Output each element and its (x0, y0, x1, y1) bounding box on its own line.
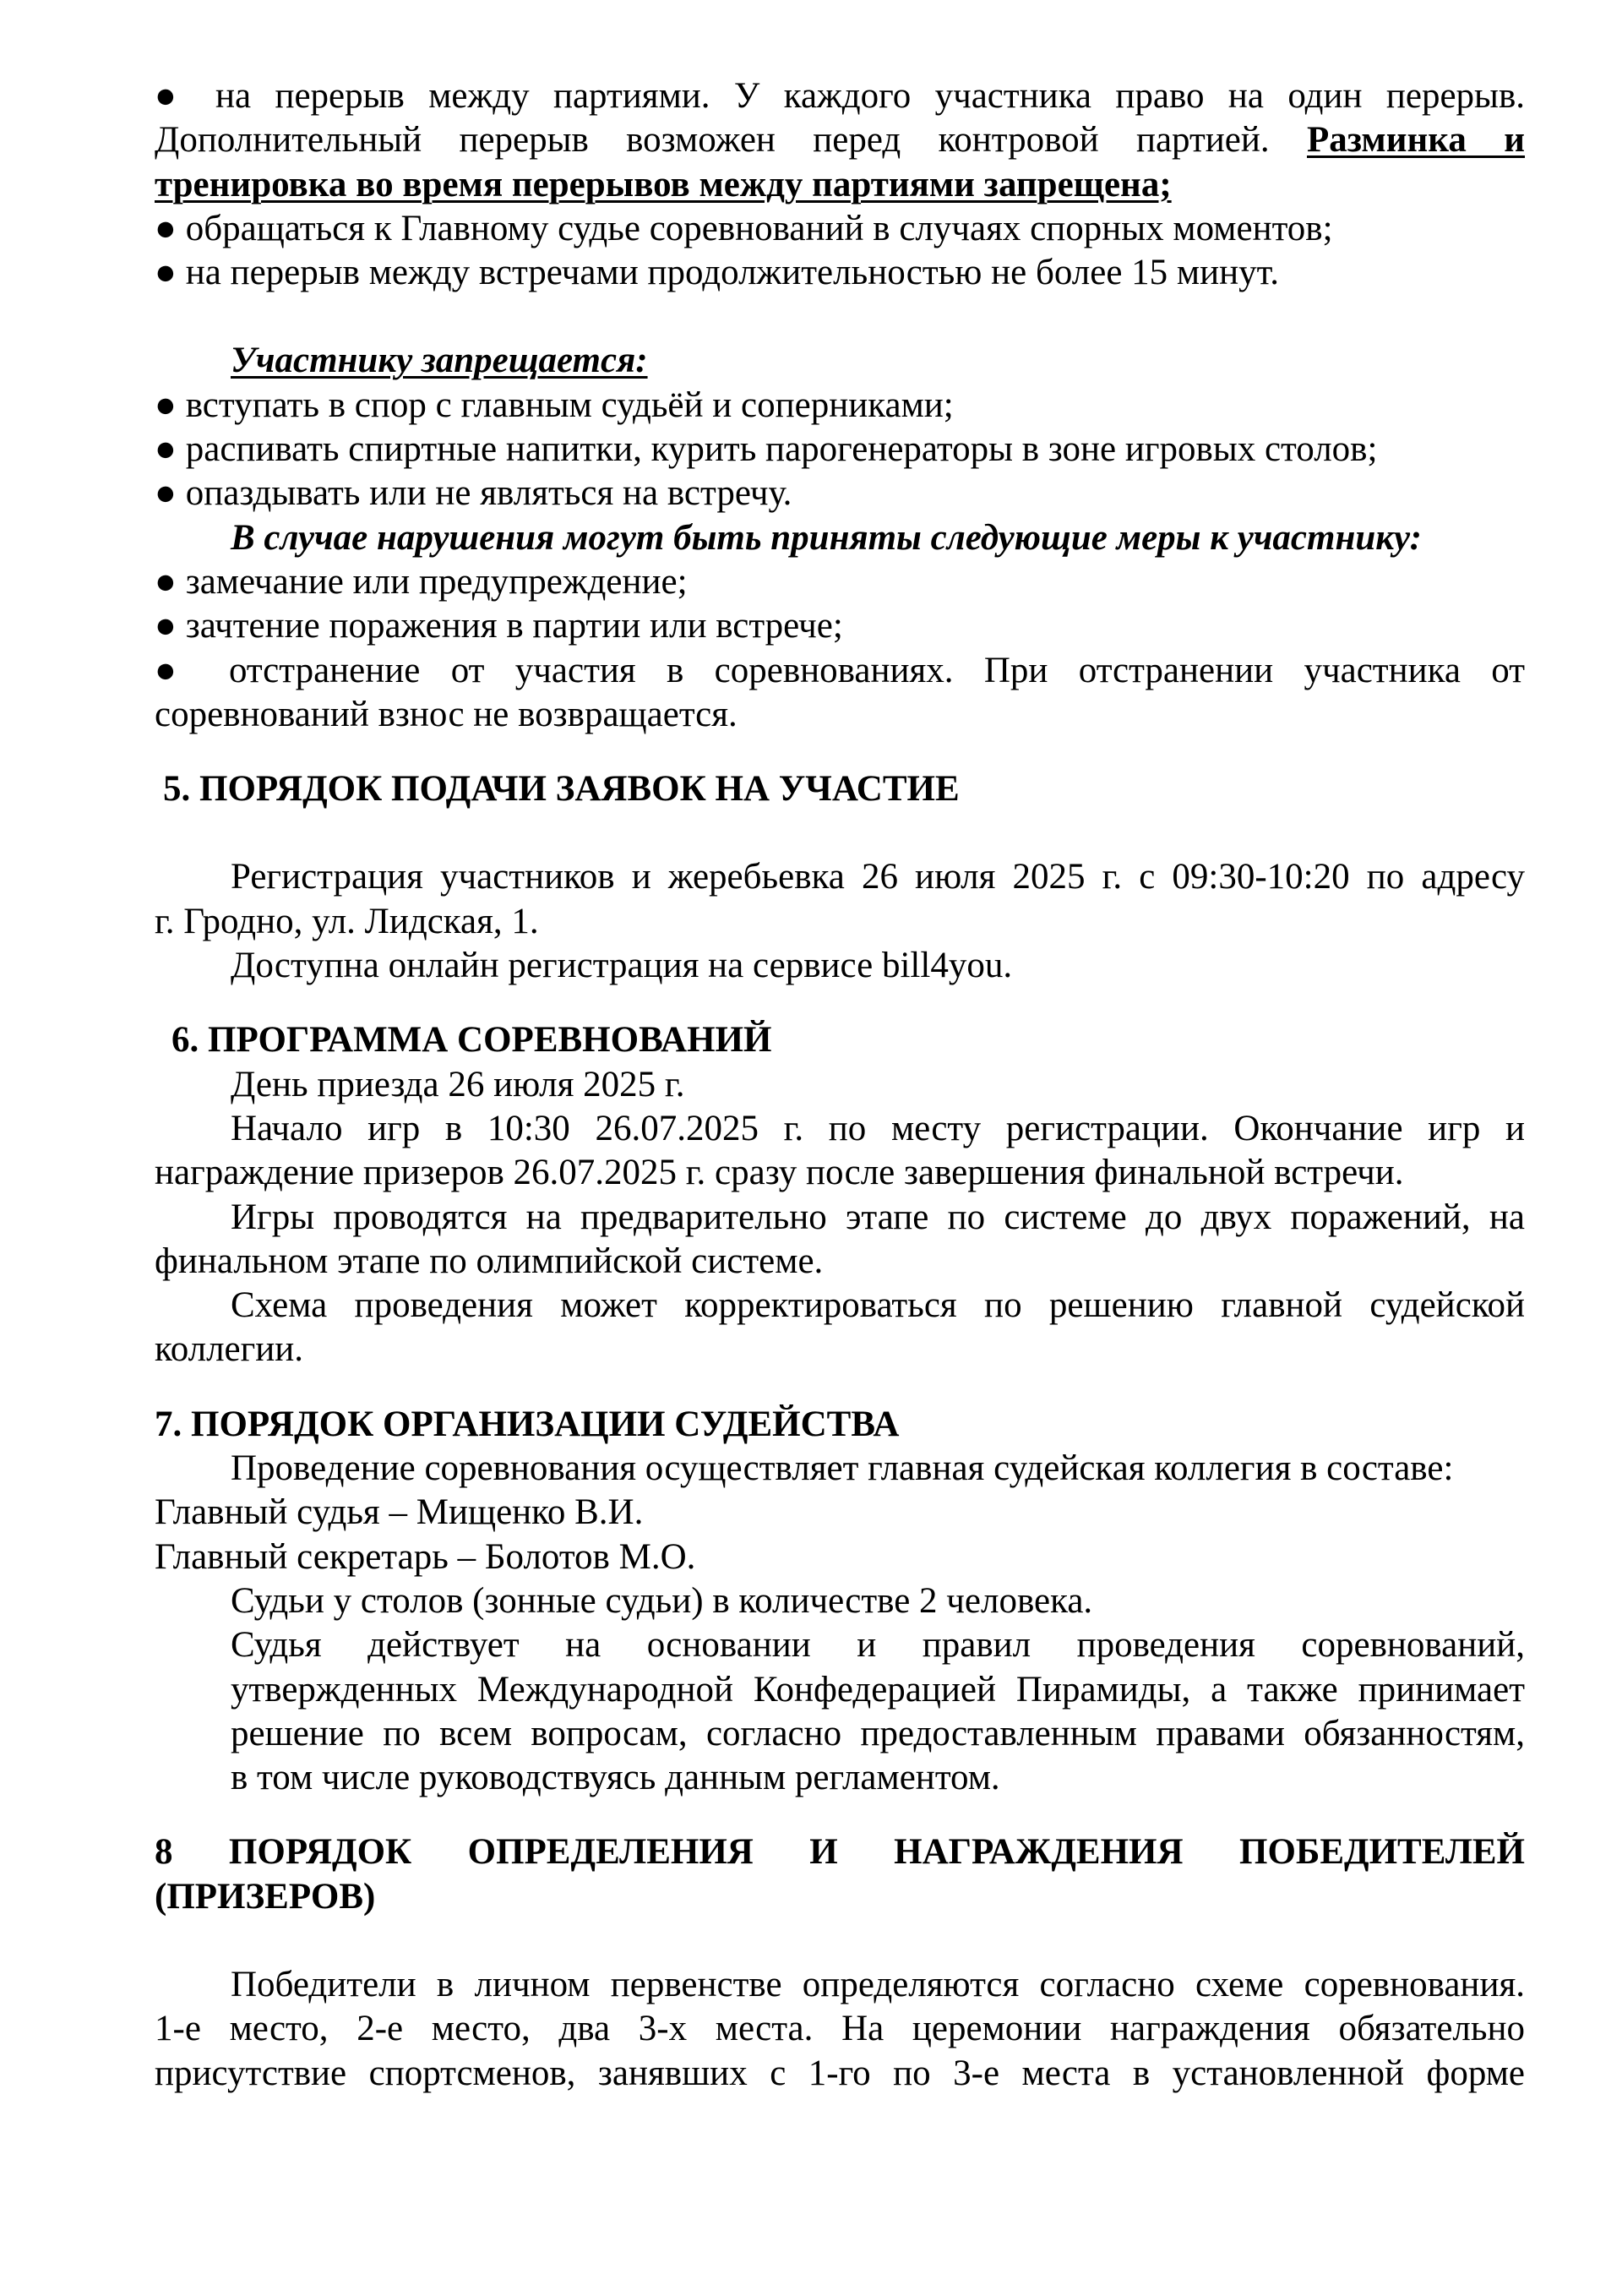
s7-paragraph-3-line: в том числе руководствуясь данным регламентом. (231, 1758, 1000, 1798)
measures-item-cont: соревнований взнос не возвращается. (155, 694, 738, 734)
measures-item: ● отстранение от участия в соревнованиях. При отстранении участника от (155, 650, 1526, 690)
s7-paragraph-2: Судьи у столов (зонные судьи) в количестве 2 человека. (231, 1580, 1093, 1621)
warmup-forbidden-text: Разминка и (1307, 120, 1526, 161)
measures-item: ● замечание или предупреждение; (155, 561, 688, 602)
s7-main-secretary: Главный секретарь – Болотов М.О. (155, 1536, 696, 1577)
s7-paragraph-3 (155, 1623, 1525, 1800)
section-5-title: 5. ПОРЯДОК ПОДАЧИ ЗАЯВОК НА УЧАСТИЕ (163, 769, 960, 810)
s7-paragraph-1: Проведение соревнования осуществляет главная судейская коллегия в составе: (231, 1448, 1454, 1489)
section-8-title-cont: (ПРИЗЕРОВ) (155, 1876, 376, 1917)
s7-main-judge: Главный судья – Мищенко В.И. (155, 1492, 644, 1533)
measures-heading: В случае нарушения могут быть приняты следующие меры к участнику: (231, 517, 1422, 558)
s5-paragraph-1: Регистрация участников и жеребьевка 26 июля 2025 г. с 09:30-10:20 по адресу (231, 857, 1525, 897)
rule-break-line-2: Дополнительный перерыв возможен перед контровой партией. Разминка и (155, 120, 1526, 161)
s8-paragraph-1: Победители в личном первенстве определяются согласно схеме соревнования. (231, 1964, 1525, 2004)
s5-paragraph-2: Доступна онлайн регистрация на сервисе bill4you. (231, 946, 1013, 986)
s6-paragraph-2: Начало игр в 10:30 26.07.2025 г. по месту регистрации. Окончание игр и (231, 1108, 1525, 1148)
s6-paragraph-2-cont: награждение призеров 26.07.2025 г. сразу после завершения финальной встречи. (155, 1153, 1404, 1193)
s6-paragraph-4-cont: коллегии. (155, 1329, 304, 1370)
s7-paragraph-3-line: утвержденных Международной Конфедерацией Пирамиды, а также принимает (231, 1669, 1525, 1710)
forbidden-item: ● опаздывать или не являться на встречу. (155, 473, 792, 514)
rule-appeal-judge: ● обращаться к Главному судье соревнований в случаях спорных моментов; (155, 208, 1333, 248)
document-page (155, 74, 1525, 2096)
rule-break-line-3: тренировка во время перерывов между партиями запрещена; (155, 164, 1172, 205)
s6-paragraph-4: Схема проведения может корректироваться по решению главной судейской (231, 1285, 1525, 1326)
measures-item: ● зачтение поражения в партии или встрече; (155, 606, 843, 646)
s7-paragraph-3-line: Судья действует на основании и правил проведения соревнований, (231, 1625, 1525, 1666)
section-6-title: 6. ПРОГРАММА СОРЕВНОВАНИЙ (171, 1020, 772, 1061)
s8-paragraph-1-cont: 1-е место, 2-е место, два 3-х места. На церемонии награждения обязательно (155, 2009, 1525, 2049)
rule-break-line-1: ● на перерыв между партиями. У каждого участника право на один перерыв. (155, 76, 1526, 116)
section-7-title: 7. ПОРЯДОК ОРГАНИЗАЦИИ СУДЕЙСТВА (155, 1404, 900, 1444)
forbidden-item: ● вступать в спор с главным судьёй и соперниками; (155, 384, 954, 425)
s5-paragraph-1-cont: г. Гродно, ул. Лидская, 1. (155, 901, 539, 941)
s6-paragraph-3: Игры проводятся на предварительно этапе по системе до двух поражений, на (231, 1197, 1525, 1237)
s7-paragraph-3-line: решение по всем вопросам, согласно предоставленным правами обязанностям, (231, 1713, 1525, 1753)
s6-paragraph-1: День приезда 26 июля 2025 г. (231, 1064, 685, 1104)
forbidden-item: ● распивать спиртные напитки, курить парогенераторы в зоне игровых столов; (155, 429, 1378, 470)
s6-paragraph-3-cont: финальном этапе по олимпийской системе. (155, 1241, 824, 1281)
section-8-title: 8 ПОРЯДОК ОПРЕДЕЛЕНИЯ И НАГРАЖДЕНИЯ ПОБЕДИТЕЛЕЙ (155, 1832, 1525, 1873)
rule-break-meetings: ● на перерыв между встречами продолжительностью не более 15 минут. (155, 253, 1279, 293)
forbidden-heading: Участнику запрещается: (231, 341, 648, 381)
s8-paragraph-1-cont: присутствие спортсменов, занявших с 1-го по 3-е места в установленной форме (155, 2053, 1525, 2093)
